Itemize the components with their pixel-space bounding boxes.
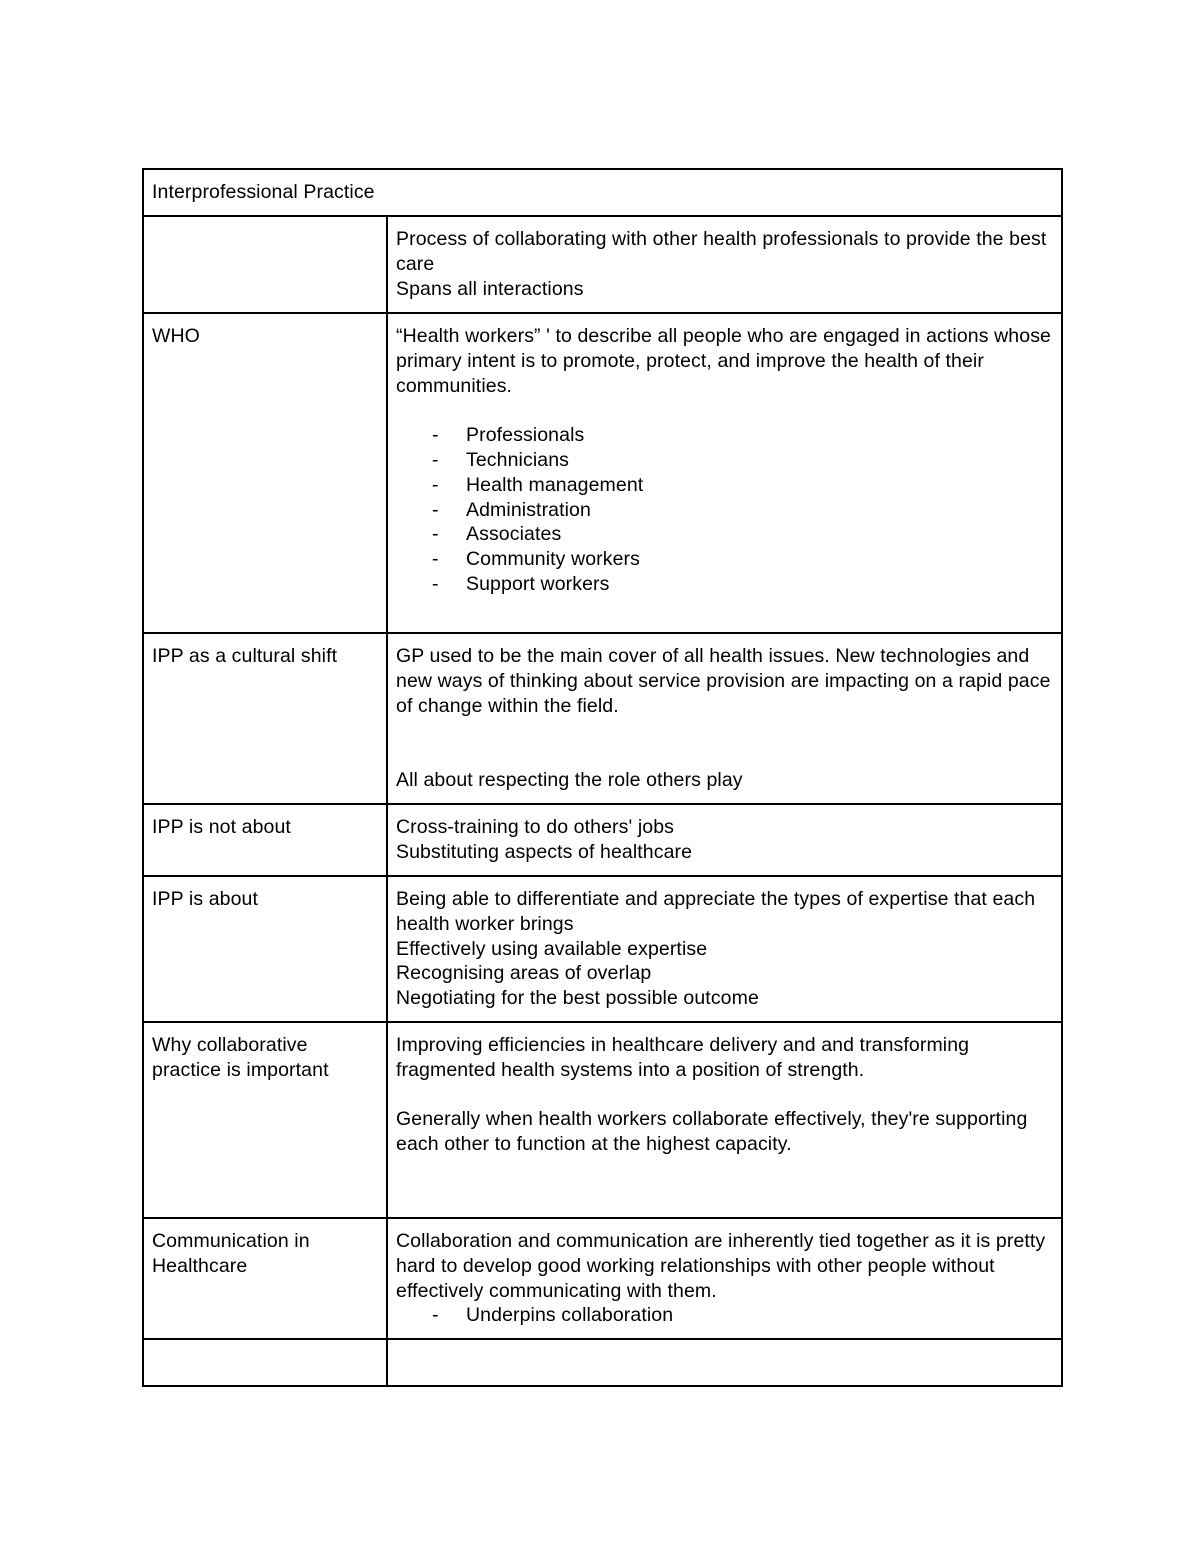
- row-content: [387, 876, 1062, 1022]
- row-label-text: Why collaborative practice is important: [152, 1034, 329, 1081]
- definition-text: Process of collaborating with other health professionals to provide the best care: [396, 228, 1047, 275]
- row-label: [143, 1218, 387, 1339]
- health-worker-list: [396, 423, 1053, 597]
- who-definition: “Health workers” ' to describe all people who are engaged in actions whose primary intent is to promote, protect, and improve the health of their communities.: [396, 325, 1051, 397]
- line-text: Being able to differentiate and appreciate the types of expertise that each health worker brings: [396, 888, 1036, 935]
- row-content: [387, 804, 1062, 876]
- list-item: - Technicians: [396, 448, 1053, 473]
- row-content: [387, 1218, 1062, 1339]
- spacer: [396, 398, 1053, 423]
- list-item: - Support workers: [396, 572, 1053, 597]
- row-label-text: IPP is about: [152, 888, 258, 910]
- list-item: - Community workers: [396, 547, 1053, 572]
- line-text: Negotiating for the best possible outcome: [396, 987, 759, 1010]
- row-label: [143, 804, 387, 876]
- row-label: [143, 313, 387, 633]
- title-row: [143, 169, 1062, 216]
- spacer: [396, 718, 1053, 768]
- row-label-empty: [143, 216, 387, 313]
- row-label-text: WHO: [152, 325, 200, 347]
- paragraph: Generally when health workers collaborate effectively, they're supporting each other to function at the highest capacity.: [396, 1108, 1028, 1156]
- row-label-text: IPP is not about: [152, 816, 291, 838]
- line-text: Substituting aspects of healthcare: [396, 840, 693, 863]
- paragraph: Improving efficiencies in healthcare delivery and and transforming fragmented health systems into a position of strength.: [396, 1034, 970, 1081]
- table-row: [143, 633, 1062, 804]
- row-label-empty: [143, 1339, 387, 1386]
- paragraph: GP used to be the main cover of all health issues. New technologies and new ways of thinking about service provision are impacting on a rapid pace of change within the field.: [396, 645, 1051, 717]
- paragraph: All about respecting the role others play: [396, 768, 743, 791]
- table-row: [143, 876, 1062, 1022]
- row-label-text: Communication in Healthcare: [152, 1230, 310, 1277]
- list-item: - Professionals: [396, 423, 1053, 448]
- row-content: [387, 313, 1062, 633]
- list-item: - Health management: [396, 473, 1053, 498]
- communication-list: [396, 1303, 1053, 1328]
- table-row: [143, 216, 1062, 313]
- list-item: - Administration: [396, 498, 1053, 523]
- row-label: [143, 1022, 387, 1218]
- table-row: [143, 313, 1062, 633]
- row-label: [143, 633, 387, 804]
- paragraph: Collaboration and communication are inherently tied together as it is pretty hard to develop good working relationships with other people without effectively communicating with them.: [396, 1230, 1046, 1302]
- table-row: [143, 1022, 1062, 1218]
- row-label: [143, 876, 387, 1022]
- line-text: Recognising areas of overlap: [396, 962, 652, 985]
- list-item: - Associates: [396, 522, 1053, 547]
- table-row-empty: [143, 1339, 1062, 1386]
- line-text: Cross-training to do others' jobs: [396, 816, 674, 838]
- table-title: [143, 169, 1062, 216]
- notes-table: [142, 168, 1063, 1387]
- table-row: [143, 804, 1062, 876]
- row-content-empty: [387, 1339, 1062, 1386]
- definition-text: Spans all interactions: [396, 277, 584, 300]
- spacer: [396, 1083, 1053, 1108]
- row-content: [387, 216, 1062, 313]
- row-content: [387, 1022, 1062, 1218]
- table-title-text: Interprofessional Practice: [152, 181, 375, 203]
- row-label-text: IPP as a cultural shift: [152, 645, 338, 667]
- list-item: - Underpins collaboration: [396, 1303, 1053, 1328]
- line-text: Effectively using available expertise: [396, 937, 708, 960]
- table-row: [143, 1218, 1062, 1339]
- row-content: [387, 633, 1062, 804]
